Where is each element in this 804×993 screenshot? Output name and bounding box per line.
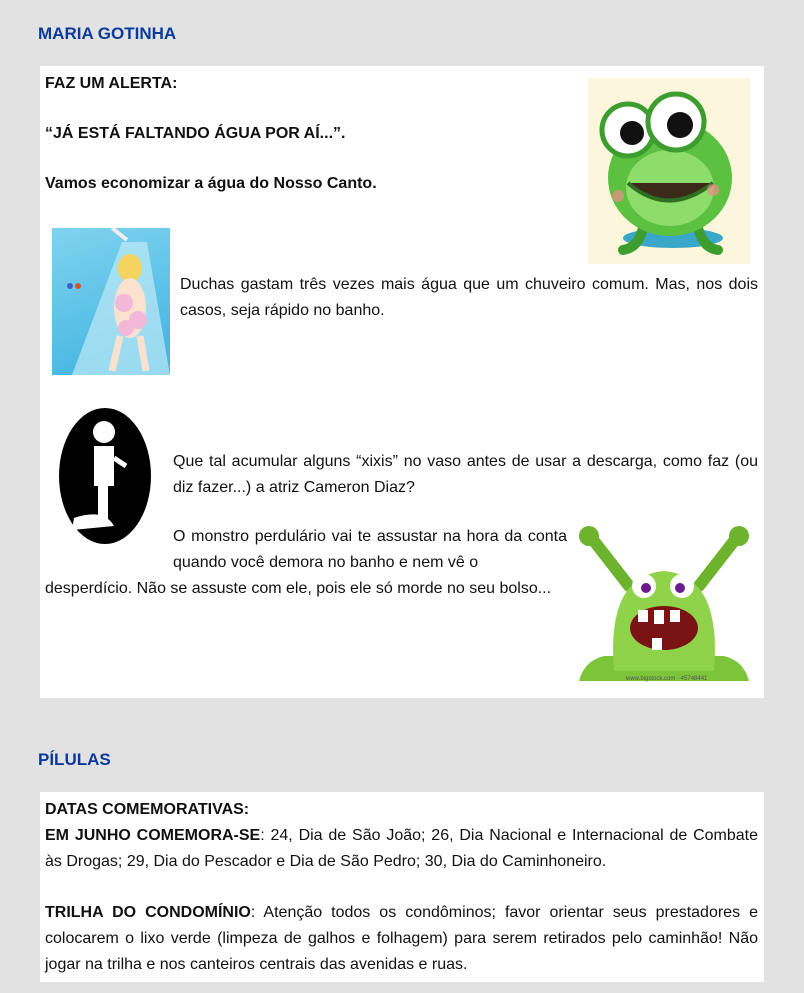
alert-heading: FAZ UM ALERTA: [45, 75, 178, 92]
junho-label: EM JUNHO COMEMORA-SE [45, 827, 261, 844]
junho-paragraph [45, 823, 758, 875]
junho-text: : 24, Dia de São João; 26, Dia Nacional e Internacional de Combate às Drogas; 29, Dia do Pescador e Dia de São Pedro; 30, Dia do Caminhoneiro. [45, 827, 758, 870]
monstro-paragraph-start: O monstro perdulário vai te assustar na hora da conta quando você demora no banho e nem vê o [173, 528, 567, 571]
trilha-paragraph [45, 900, 758, 978]
green-monster-image [574, 526, 756, 691]
maria-gotinha-card [40, 66, 764, 698]
duchas-paragraph: Duchas gastam três vezes mais água que um chuveiro comum. Mas, nos dois casos, seja rápido no banho. [180, 276, 758, 319]
xixis-paragraph: Que tal acumular alguns “xixis” no vaso antes de usar a descarga, como faz (ou diz fazer...) a atriz Cameron Diaz? [173, 453, 758, 496]
section-title-maria-gotinha: MARIA GOTINHA [38, 24, 177, 43]
monstro-paragraph-end: desperdício. Não se assuste com ele, pois ele só morde no seu bolso... [45, 580, 552, 597]
alert-slogan: Vamos economizar a água do Nosso Canto. [45, 175, 377, 192]
section-title-pilulas: PÍLULAS [38, 750, 111, 769]
trilha-text: : Atenção todos os condôminos; favor orientar seus prestadores e colocarem o lixo verde (limpeza de galhos e folhagem) para serem retirados pelo caminhão! Não jogar na trilha e nos canteiros centrais das avenidas e ruas. [45, 904, 758, 973]
shower-woman-image [52, 228, 170, 375]
trilha-label: TRILHA DO CONDOMÍNIO [45, 904, 251, 921]
image-credit: www.bigstock.com · 45748441 [626, 676, 708, 682]
datas-heading: DATAS COMEMORATIVAS: [45, 801, 250, 818]
boy-silhouette-image [56, 406, 154, 546]
alert-quote: “JÁ ESTÁ FALTANDO ÁGUA POR AÍ...”. [45, 125, 346, 142]
pilulas-card [40, 792, 764, 982]
frog-mascot-image [588, 78, 750, 264]
